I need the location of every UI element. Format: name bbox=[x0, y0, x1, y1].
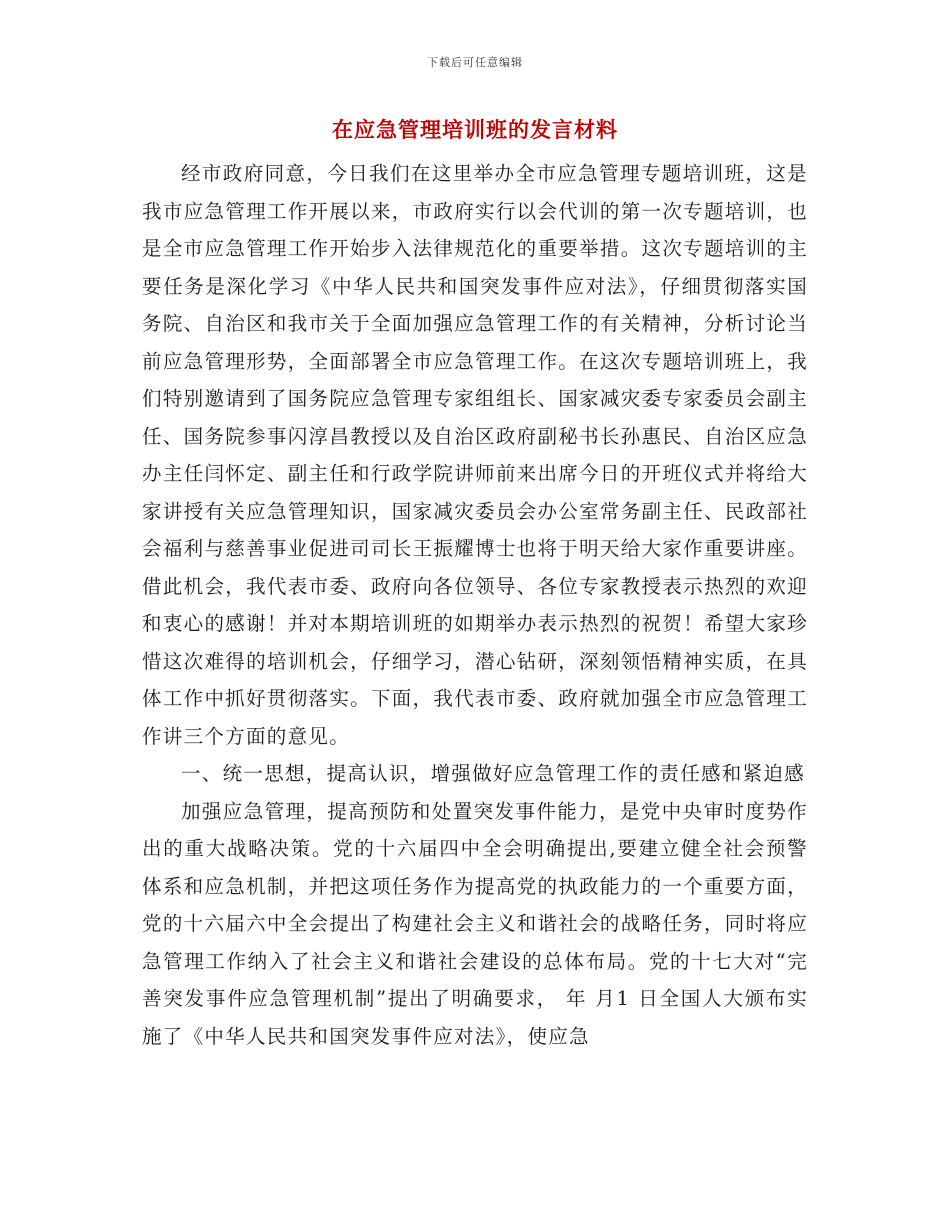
paragraph-section-1: 加强应急管理，提高预防和处置突发事件能力，是党中央审时度势作出的重大战略决策。党的十六届四中全会明确提出,要建立健全社会预警体系和应急机制，并把这项任务作为提高党的执政能力的一个重要方面，党的十六届六中全会提出了构建社会主义和谐社会的战略任务，同时将应急管理工作纳入了社会主义和谐社会建设的总体布局。党的十七大对“完善突发事件应急管理机制”提出了明确要求， 年 月1 日全国人大颁布实施了《中华人民共和国突发事件应对法》，使应急 bbox=[142, 799, 808, 1048]
document-title: 在应急管理培训班的发言材料 bbox=[332, 117, 618, 142]
document-body bbox=[142, 155, 808, 1055]
header-note: 下载后可任意编辑 bbox=[427, 56, 523, 69]
paragraph-intro: 经市政府同意，今日我们在这里举办全市应急管理专题培训班，这是我市应急管理工作开展以来，市政府实行以会代训的第一次专题培训，也是全市应急管理工作开始步入法律规范化的重要举措。这次专题培训的主要任务是深化学习《中华人民共和国突发事件应对法》，仔细贯彻落实国务院、自治区和我市关于全面加强应急管理工作的有关精神，分析讨论当前应急管理形势，全面部署全市应急管理工作。在这次专题培训班上，我们特别邀请到了国务院应急管理专家组组长、国家减灾委专家委员会副主任、国务院参事闪淳昌教授以及自治区政府副秘书长孙惠民、自治区应急办主任闫怀定、副主任和行政学院讲师前来出席今日的开班仪式并将给大家讲授有关应急管理知识，国家减灾委员会办公室常务副主任、民政部社会福利与慈善事业促进司司长王振耀博士也将于明天给大家作重要讲座。借此机会，我代表市委、政府向各位领导、各位专家教授表示热烈的欢迎和衷心的感谢！并对本期培训班的如期举办表示热烈的祝贺！希望大家珍惜这次难得的培训机会，仔细学习，潜心钻研，深刻领悟精神实质，在具体工作中抓好贯彻落实。下面，我代表市委、政府就加强全市应急管理工作讲三个方面的意见。 bbox=[142, 162, 808, 748]
section-heading-1: 一、统一思想，提高认识，增强做好应急管理工作的责任感和紧迫感 bbox=[181, 762, 806, 785]
